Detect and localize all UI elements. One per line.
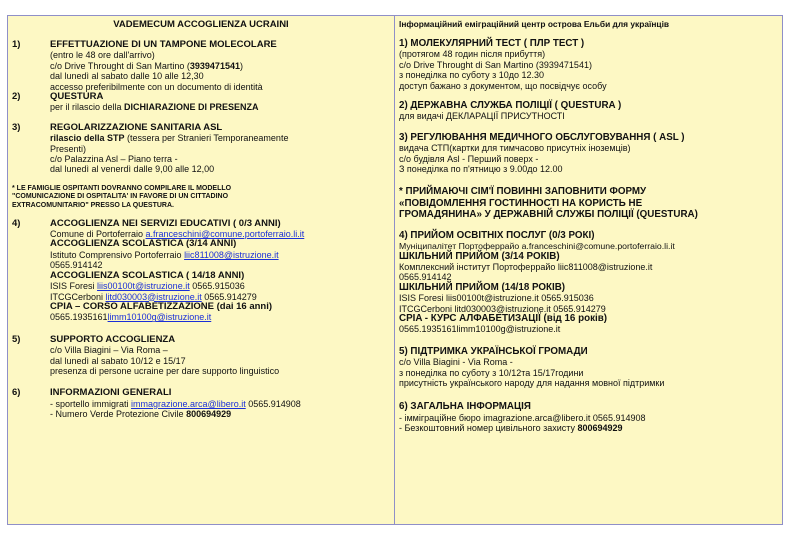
section-text: з понеділка по суботу з 10/12та 15/17години xyxy=(399,367,584,378)
phone-number: 800694929 xyxy=(186,409,232,420)
section-text: rilascio della STP (tessera per Stranieri Temporaneamente xyxy=(50,133,289,144)
section-subheading: CPIA - КУРС АЛФАБЕТИЗАЦІЇ (від 16 років) xyxy=(399,312,607,324)
section-text: dal lunedì al venerdì dalle 9,00 alle 12,00 xyxy=(50,164,215,175)
section-subheading: ACCOGLIENZA SCOLASTICA ( 14/18 ANNI) xyxy=(50,269,245,281)
italian-title: VADEMECUM ACCOGLIENZA UCRAINI xyxy=(113,19,289,30)
section-text: 0565.1935161limm10100g@istruzione.it xyxy=(399,324,561,335)
italian-column xyxy=(8,16,395,524)
section-heading: INFORMAZIONI GENERALI xyxy=(50,387,172,399)
section-text: presenza di persone ucraine per dare supporto linguistico xyxy=(50,365,280,376)
section-subheading: ШКІЛЬНИЙ ПРИЙОМ (14/18 РОКІВ) xyxy=(399,281,566,293)
section-text: accesso preferibilmente con un documento di identità xyxy=(50,81,263,92)
section-heading: 6) ЗАГАЛЬНА ІНФОРМАЦІЯ xyxy=(399,401,531,413)
section-text: з понеділка по суботу з 10до 12.30 xyxy=(399,70,545,81)
section-text: (протягом 48 годин після прибуття) xyxy=(399,49,546,60)
section-text: 0565.1935161limm10100g@istruzione.it xyxy=(50,312,212,323)
section-subheading: CPIA – CORSO ALFABETIZZAZIONE (dai 16 anni) xyxy=(50,300,273,312)
section-info-ua xyxy=(399,402,778,433)
email-link[interactable]: liis00100t@istruzione.it xyxy=(97,281,190,292)
email-link[interactable]: litd030003@istruzione.it xyxy=(105,291,202,302)
section-text: dal lunedì al sabato 10/12 e 15/17 xyxy=(50,355,186,366)
section-heading: 1) МОЛЕКУЛЯРНИЙ ТЕСТ ( ПЛР ТЕСТ ) xyxy=(399,38,585,49)
vademecum-sheet xyxy=(7,15,783,525)
section-text: видача СТП(картки для тимчасово присутніх іноземців) xyxy=(399,143,631,154)
section-subheading: ШКІЛЬНИЙ ПРИЙОМ (3/14 РОКІВ) xyxy=(399,250,560,262)
section-tampone xyxy=(12,40,390,92)
section-text: c/o Palazzina Asl – Piano terra - xyxy=(50,154,178,165)
section-subheading: ACCOGLIENZA SCOLASTICA (3/14 ANNI) xyxy=(50,238,237,250)
section-text: dal lunedì al sabato dalle 10 alle 12,30 xyxy=(50,71,204,82)
section-text: 0565.914142 xyxy=(50,260,103,271)
section-questura xyxy=(12,92,390,113)
section-text: - Безкоштовний номер цивільного захисту 800694929 xyxy=(399,423,623,434)
ukrainian-column xyxy=(395,16,782,524)
host-family-note: * LE FAMIGLIE OSPITANTI DOVRANNO COMPILARE IL MODELLO "COMUNICAZIONE DI OSPITALITA' IN FAVORE DI UN CITTADINO EXTRACOMUNITARIO" PRESSO LA QUESTURA. xyxy=(12,184,232,210)
section-questura-ua xyxy=(399,101,778,122)
section-text: для видачі ДЕКЛАРАЦІЇ ПРИСУТНОСТІ xyxy=(399,111,565,122)
section-text: c/o Villa Biagini – Via Roma – xyxy=(50,345,168,356)
section-number: 1) xyxy=(12,39,21,50)
section-text: с/о будівля Asl - Перший поверх - xyxy=(399,153,539,164)
section-text: per il rilascio della DICHIARAZIONE DI PRESENZA xyxy=(50,102,259,113)
section-text: Муніципалітет Портоферрайо a.franceschini@comune.portoferraio.li.it xyxy=(399,241,675,252)
email-link[interactable]: limm10100g@istruzione.it xyxy=(107,312,212,323)
section-text: c/o Drive Throught di San Martino (3939471541) xyxy=(399,59,592,70)
section-number: 3) xyxy=(12,121,21,133)
section-test-ua xyxy=(399,39,778,91)
section-text: c/o Drive Throught di San Martino (3939471541) xyxy=(50,60,243,71)
section-text: присутність українського народу для надання мовної підтримки xyxy=(399,377,665,388)
section-text: c/o Villa Biagini - Via Roma - xyxy=(399,357,513,368)
section-info xyxy=(12,388,390,419)
section-text: ITCGCerboni litd030003@istruzione.it 0565.914279 xyxy=(50,291,257,302)
section-education-ua xyxy=(399,231,778,335)
section-number: 4) xyxy=(12,217,21,229)
section-text: Comune di Portoferraio a.franceschini@comune.portoferraio.li.it xyxy=(50,229,305,240)
section-heading: 2) ДЕРЖАВНА СЛУЖБА ПОЛІЦІЇ ( QUESTURA ) xyxy=(399,100,622,112)
section-heading: QUESTURA xyxy=(50,91,104,103)
section-support xyxy=(12,335,390,377)
section-text: Комплексний інститут Портоферрайо liic811008@istruzione.it xyxy=(399,261,653,272)
email-link[interactable]: a.franceschini@comune.portoferraio.li.it xyxy=(145,229,305,240)
section-number: 2) xyxy=(12,91,21,103)
phone-number: 800694929 xyxy=(577,423,623,434)
email-link[interactable]: immagrazione.arca@libero.it xyxy=(131,398,246,409)
section-text: ISIS Foresi liis00100t@istruzione.it 0565.915036 xyxy=(399,293,594,304)
section-heading: SUPPORTO ACCOGLIENZA xyxy=(50,333,176,345)
section-heading: 5) ПІДТРИМКА УКРАЇНСЬКОЇ ГРОМАДИ xyxy=(399,345,588,357)
section-text: ITCGCerboni litd030003@istruzione.it 0565.914279 xyxy=(399,303,606,314)
section-text: 0565.914142 xyxy=(399,272,452,283)
section-text: - sportello immigrati immagrazione.arca@libero.it 0565.914908 xyxy=(50,398,301,409)
email-link[interactable]: liic811008@istruzione.it xyxy=(184,249,279,260)
section-number: 5) xyxy=(12,333,21,345)
section-text: ISIS Foresi liis00100t@istruzione.it 0565.915036 xyxy=(50,281,245,292)
section-asl xyxy=(12,123,390,175)
section-support-ua xyxy=(399,347,778,389)
section-text: доступ бажано з документом, що посвідчує особу xyxy=(399,80,607,91)
section-number: 6) xyxy=(12,387,21,399)
section-heading: 3) РЕГУЛЮВАННЯ МЕДИЧНОГО ОБСЛУГОВУВАННЯ ( ASL ) xyxy=(399,131,685,143)
section-heading: REGOLARIZZAZIONE SANITARIA ASL xyxy=(50,121,223,133)
phone-number: 3939471541 xyxy=(189,60,240,71)
section-asl-ua xyxy=(399,133,778,175)
section-heading: 4) ПРИЙОМ ОСВІТНІХ ПОСЛУГ (0/3 РОКІ) xyxy=(399,229,595,241)
section-text: Istituto Comprensivo Portoferraio liic811008@istruzione.it xyxy=(50,249,279,260)
section-heading: ACCOGLIENZA NEI SERVIZI EDUCATIVI ( 0/3 ANNI) xyxy=(50,217,281,229)
section-text: (entro le 48 ore dall'arrivo) xyxy=(50,50,155,61)
ukrainian-title: Інформаційний еміграційний центр острова Ельби для українців xyxy=(399,19,670,29)
section-education xyxy=(12,219,390,323)
section-text: - імміграційне бюро imagrazione.arca@libero.it 0565.914908 xyxy=(399,412,646,423)
section-text: З понеділка по п'ятницю з 9.00до 12.00 xyxy=(399,164,563,175)
host-family-note-ua: * ПРИЙМАЮЧІ СІМ'Ї ПОВИННІ ЗАПОВНИТИ ФОРМУ «ПОВІДОМЛЕННЯ ГОСТИННОСТІ НА КОРИСТЬ НЕ ГРОМАДЯНИНА» У ДЕРЖАВНІЙ СЛУЖБІ ПОЛІЦІЇ (QUESTURA) xyxy=(399,186,698,221)
section-text: - Numero Verde Protezione Civile 800694929 xyxy=(50,409,232,420)
section-heading: EFFETTUAZIONE DI UN TAMPONE MOLECOLARE xyxy=(50,39,277,50)
section-text: Presenti) xyxy=(50,143,87,154)
